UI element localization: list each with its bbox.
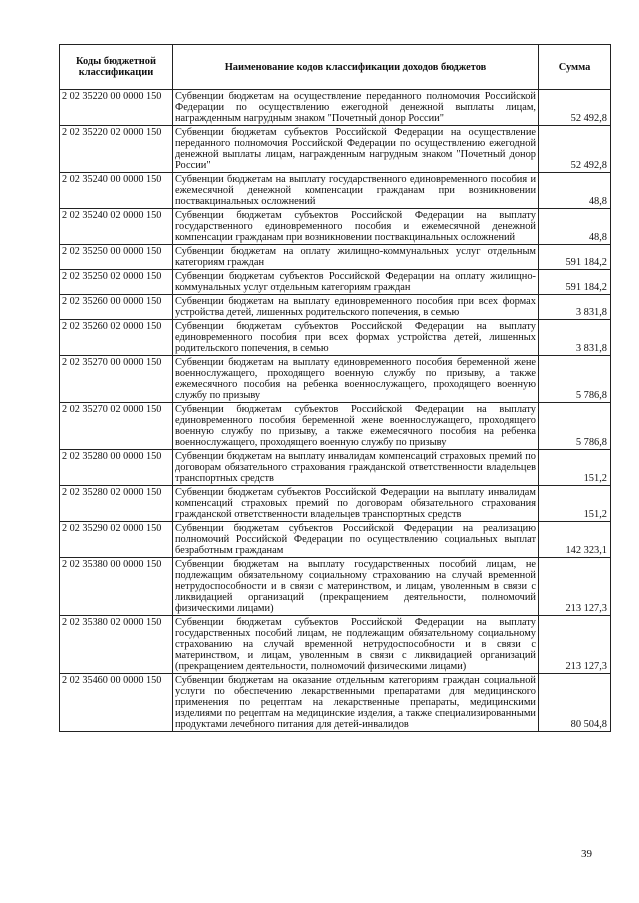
header-code: Коды бюджетной классификации: [60, 45, 173, 90]
row-sum: 142 323,1: [539, 522, 611, 558]
row-name: Субвенции бюджетам субъектов Российской Федерации на оплату жилищно-коммунальных услуг отдельным категориям граждан: [173, 270, 539, 295]
row-sum: 48,8: [539, 209, 611, 245]
row-sum: 3 831,8: [539, 320, 611, 356]
row-sum: 151,2: [539, 450, 611, 486]
table-row: [60, 616, 611, 674]
table-row: [60, 209, 611, 245]
row-sum: 5 786,8: [539, 403, 611, 450]
row-code: 2 02 35260 02 0000 150: [60, 320, 173, 356]
header-name: Наименование кодов классификации доходов бюджетов: [173, 45, 539, 90]
row-name: Субвенции бюджетам субъектов Российской Федерации на выплату инвалидам компенсаций страховых премий по договорам обязательного страхования гражданской ответственности владельцев транспортных средств: [173, 486, 539, 522]
table-row: [60, 126, 611, 173]
row-name: Субвенции бюджетам на выплату государственных пособий лицам, не подлежащим обязательному социальному страхованию на случай временной нетрудоспособности и в связи с материнством, и лицам, уволенным в связи с ликвидацией организаций (прекращением деятельности, полномочий физическими лицами): [173, 558, 539, 616]
row-name: Субвенции бюджетам на выплату единовременного пособия беременной жене военнослужащего, проходящего военную службу по призыву, а также ежемесячного пособия на ребенка военнослужащего, проходящего военную службу по призыву: [173, 356, 539, 403]
table-row: [60, 522, 611, 558]
row-sum: 5 786,8: [539, 356, 611, 403]
row-sum: 213 127,3: [539, 558, 611, 616]
row-code: 2 02 35240 02 0000 150: [60, 209, 173, 245]
row-sum: 80 504,8: [539, 674, 611, 732]
row-name: Субвенции бюджетам субъектов Российской Федерации на осуществление переданного полномочия Российской Федерации по осуществлению ежегодной денежной выплаты лицам, награжденным нагрудным знаком "Почетный донор России": [173, 126, 539, 173]
row-name: Субвенции бюджетам на выплату единовременного пособия при всех формах устройства детей, лишенных родительского попечения, в семью: [173, 295, 539, 320]
row-code: 2 02 35280 02 0000 150: [60, 486, 173, 522]
row-code: 2 02 35270 02 0000 150: [60, 403, 173, 450]
table-row: [60, 295, 611, 320]
row-code: 2 02 35380 02 0000 150: [60, 616, 173, 674]
row-name: Субвенции бюджетам на оплату жилищно-коммунальных услуг отдельным категориям граждан: [173, 245, 539, 270]
row-code: 2 02 35260 00 0000 150: [60, 295, 173, 320]
row-code: 2 02 35270 00 0000 150: [60, 356, 173, 403]
table-row: [60, 450, 611, 486]
row-code: 2 02 35250 02 0000 150: [60, 270, 173, 295]
row-name: Субвенции бюджетам субъектов Российской Федерации на выплату единовременного пособия беременной жене военнослужащего, проходящего военную службу по призыву, а также ежемесячного пособия на ребенка военнослужащего, проходящего военную службу по призыву: [173, 403, 539, 450]
row-code: 2 02 35220 02 0000 150: [60, 126, 173, 173]
row-code: 2 02 35250 00 0000 150: [60, 245, 173, 270]
row-code: 2 02 35380 00 0000 150: [60, 558, 173, 616]
row-name: Субвенции бюджетам на оказание отдельным категориям граждан социальной услуги по обеспечению лекарственными препаратами для медицинского применения по рецептам на лекарственные препараты, медицинскими изделиями по рецептам на медицинские изделия, а также специализированными продуктами лечебного питания для детей-инвалидов: [173, 674, 539, 732]
page-number: 39: [581, 848, 592, 860]
row-name: Субвенции бюджетам субъектов Российской Федерации на выплату единовременного пособия при всех формах устройства детей, лишенных родительского попечения, в семью: [173, 320, 539, 356]
table-row: [60, 270, 611, 295]
budget-classification-table: [59, 44, 611, 732]
row-sum: 213 127,3: [539, 616, 611, 674]
row-code: 2 02 35290 02 0000 150: [60, 522, 173, 558]
table-row: [60, 558, 611, 616]
row-code: 2 02 35280 00 0000 150: [60, 450, 173, 486]
table-row: [60, 245, 611, 270]
table-row: [60, 90, 611, 126]
row-sum: 52 492,8: [539, 126, 611, 173]
row-code: 2 02 35460 00 0000 150: [60, 674, 173, 732]
table-row: [60, 674, 611, 732]
table-header-row: [60, 45, 611, 90]
table-row: [60, 356, 611, 403]
row-name: Субвенции бюджетам на выплату государственного единовременного пособия и ежемесячной денежной компенсации гражданам при возникновении поствакцинальных осложнений: [173, 173, 539, 209]
row-name: Субвенции бюджетам субъектов Российской Федерации на выплату государственного единовременного пособия и ежемесячной денежной компенсации гражданам при возникновении поствакцинальных осложнений: [173, 209, 539, 245]
table-row: [60, 486, 611, 522]
row-name: Субвенции бюджетам субъектов Российской Федерации на выплату государственных пособий лицам, не подлежащим обязательному социальному страхованию на случай временной нетрудоспособности и в связи с материнством, и лицам, уволенным в связи с ликвидацией организаций (прекращением деятельности, полномочий физическими лицами): [173, 616, 539, 674]
table-row: [60, 320, 611, 356]
row-sum: 151,2: [539, 486, 611, 522]
table-row: [60, 403, 611, 450]
row-name: Субвенции бюджетам на осуществление переданного полномочия Российской Федерации по осуществлению ежегодной денежной выплаты лицам, награжденным нагрудным знаком "Почетный донор России": [173, 90, 539, 126]
row-sum: 591 184,2: [539, 270, 611, 295]
row-name: Субвенции бюджетам субъектов Российской Федерации на реализацию полномочий Российской Федерации по осуществлению социальных выплат безработным гражданам: [173, 522, 539, 558]
row-sum: 591 184,2: [539, 245, 611, 270]
header-sum: Сумма: [539, 45, 611, 90]
row-sum: 52 492,8: [539, 90, 611, 126]
budget-table-sheet: [59, 44, 610, 732]
row-sum: 48,8: [539, 173, 611, 209]
row-name: Субвенции бюджетам на выплату инвалидам компенсаций страховых премий по договорам обязательного страхования гражданской ответственности владельцев транспортных средств: [173, 450, 539, 486]
row-sum: 3 831,8: [539, 295, 611, 320]
row-code: 2 02 35240 00 0000 150: [60, 173, 173, 209]
table-row: [60, 173, 611, 209]
row-code: 2 02 35220 00 0000 150: [60, 90, 173, 126]
